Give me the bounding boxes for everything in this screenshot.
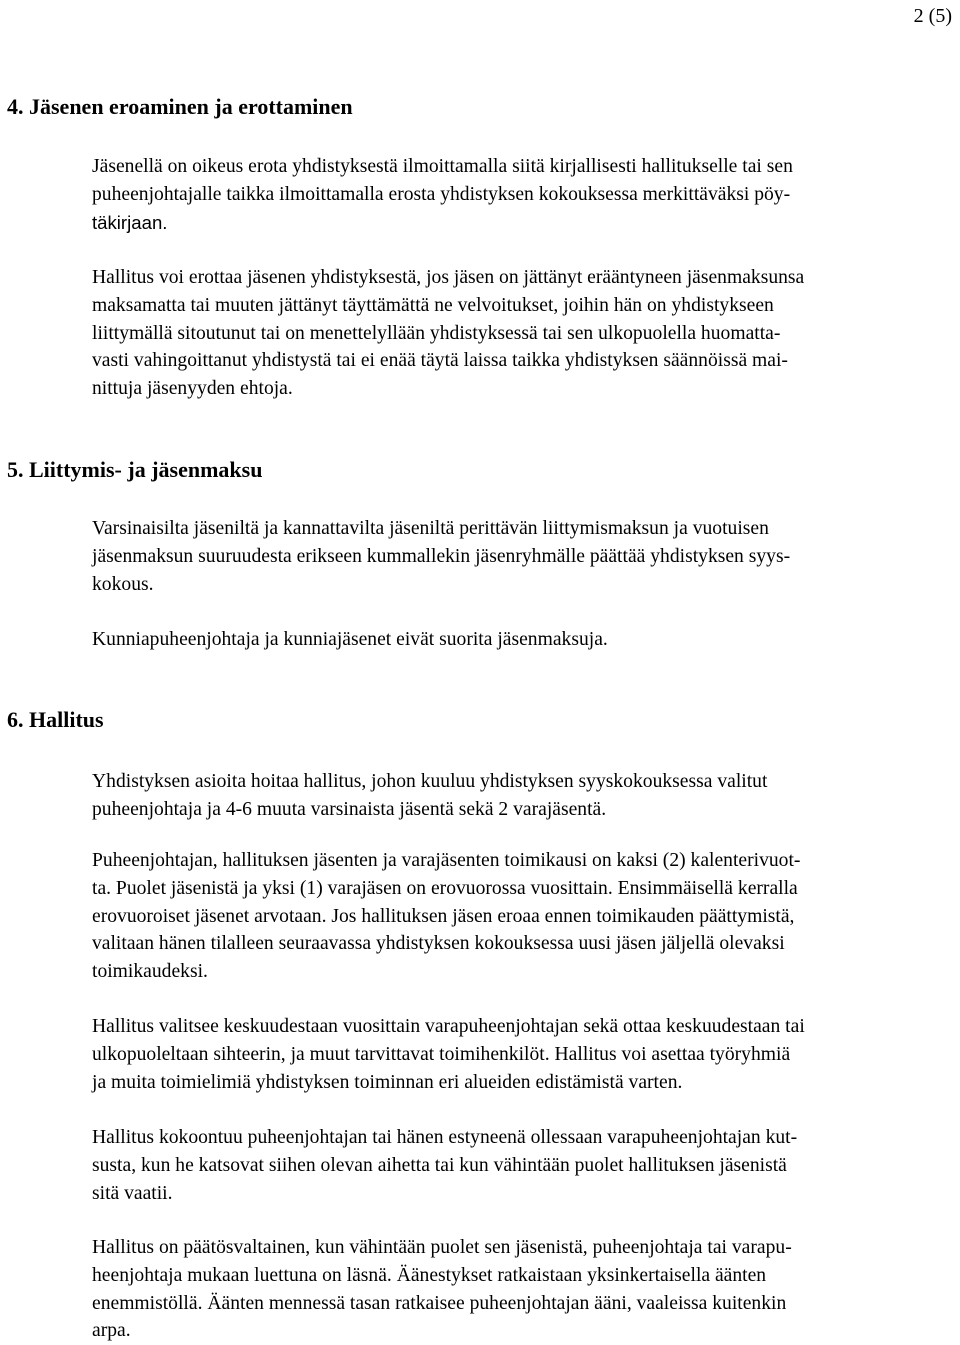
- text-line: susta, kun he katsovat siihen olevan aihetta tai kun vähintään puolet hallituksen jäsenistä: [92, 1154, 787, 1176]
- text-line: heenjohtaja mukaan luettuna on läsnä. Äänestykset ratkaistaan yksinkertaisella äänten: [92, 1264, 767, 1286]
- paragraph-term-of-office: [92, 847, 948, 986]
- paragraph-officers: [92, 1013, 948, 1096]
- text-line: valitaan hänen tilalleen seuraavassa yhdistyksen kokouksessa uusi jäsen jäljellä olevaksi: [92, 933, 785, 955]
- text-line: enemmistöllä. Äänten mennessä tasan ratkaisee puheenjohtajan ääni, vaaleissa kuitenkin: [92, 1292, 787, 1314]
- text-line: vasti vahingoittanut yhdistystä tai ei enää täytä laissa taikka yhdistyksen säännöissä mai-: [92, 350, 788, 372]
- text-line: Hallitus on päätösvaltainen, kun vähintään puolet sen jäsenistä, puheenjohtaja tai varapu-: [92, 1237, 792, 1258]
- text-line: Varsinaisilta jäseniltä ja kannattavilta jäseniltä perittävän liittymismaksun ja vuotuisen: [92, 518, 769, 539]
- text-line: ta. Puolet jäsenistä ja yksi (1) varajäsen on erovuorossa vuosittain. Ensimmäisellä kerralla: [92, 877, 798, 899]
- section-heading-6: 6. Hallitus: [7, 707, 104, 732]
- text-line: Jäsenellä on oikeus erota yhdistyksestä ilmoittamalla siitä kirjallisesti hallitukselle tai sen: [92, 156, 793, 177]
- section-heading-4: 4. Jäsenen eroaminen ja erottaminen: [7, 94, 353, 119]
- text-line: jäsenmaksun suuruudesta erikseen kummallekin jäsenryhmälle päättää yhdistyksen syys-: [92, 545, 791, 567]
- text-line: sitä vaatii.: [92, 1182, 173, 1204]
- text-line: liittymällä sitoutunut tai on menettelyllään yhdistyksessä tai sen ulkopuolella huomatta-: [92, 322, 781, 344]
- text-line: ja muita toimielimiä yhdistyksen toiminnan eri alueiden edistämistä varten.: [92, 1071, 683, 1093]
- paragraph-quorum: [92, 1234, 948, 1345]
- paragraph-expulsion: [92, 264, 948, 403]
- text-line: Kunniapuheenjohtaja ja kunniajäsenet eivät suorita jäsenmaksuja.: [92, 629, 608, 650]
- text-line: ulkopuoleltaan sihteerin, ja muut tarvittavat toimihenkilöt. Hallitus voi asettaa työryhmiä: [92, 1043, 791, 1065]
- text-line: arpa.: [92, 1320, 131, 1342]
- paragraph-meetings: [92, 1124, 948, 1207]
- text-line: puheenjohtajalle taikka ilmoittamalla erosta yhdistyksen kokouksessa merkittäväksi pöy-: [92, 183, 791, 205]
- text-line: toimikaudeksi.: [92, 961, 208, 983]
- text-line: nittuja jäsenyyden ehtoja.: [92, 378, 293, 400]
- text-line: Puheenjohtajan, hallituksen jäsenten ja varajäsenten toimikausi on kaksi (2) kalenterivuot-: [92, 850, 801, 871]
- section-heading-5: 5. Liittymis- ja jäsenmaksu: [7, 457, 263, 482]
- text-line: Hallitus kokoontuu puheenjohtajan tai hänen estyneenä ollessaan varapuheenjohtajan kut-: [92, 1127, 798, 1148]
- paragraph-board-composition: [92, 768, 948, 824]
- text-line: Hallitus valitsee keskuudestaan vuosittain varapuheenjohtajan sekä ottaa keskuudestaan tai: [92, 1016, 805, 1037]
- text-line: maksamatta tai muuten jättänyt täyttämättä ne velvoitukset, joihin hän on yhdistykseen: [92, 294, 774, 316]
- text-line: kokous.: [92, 573, 154, 595]
- text-line: Hallitus voi erottaa jäsenen yhdistyksestä, jos jäsen on jättänyt erääntyneen jäsenmaksunsa: [92, 267, 805, 288]
- text-line: puheenjohtaja ja 4-6 muuta varsinaista jäsentä sekä 2 varajäsentä.: [92, 798, 607, 820]
- paragraph-resignation: [92, 153, 948, 236]
- paragraph-honorary: [92, 626, 948, 654]
- text-line: Yhdistyksen asioita hoitaa hallitus, johon kuuluu yhdistyksen syyskokouksessa valitut: [92, 771, 768, 792]
- paragraph-fees: [92, 515, 948, 598]
- page-number: 2 (5): [913, 5, 952, 27]
- text-line: erovuoroiset jäsenet arvotaan. Jos hallituksen jäsen eroaa ennen toimikauden päättymistä,: [92, 905, 795, 927]
- text-line: täkirjaan.: [92, 211, 168, 233]
